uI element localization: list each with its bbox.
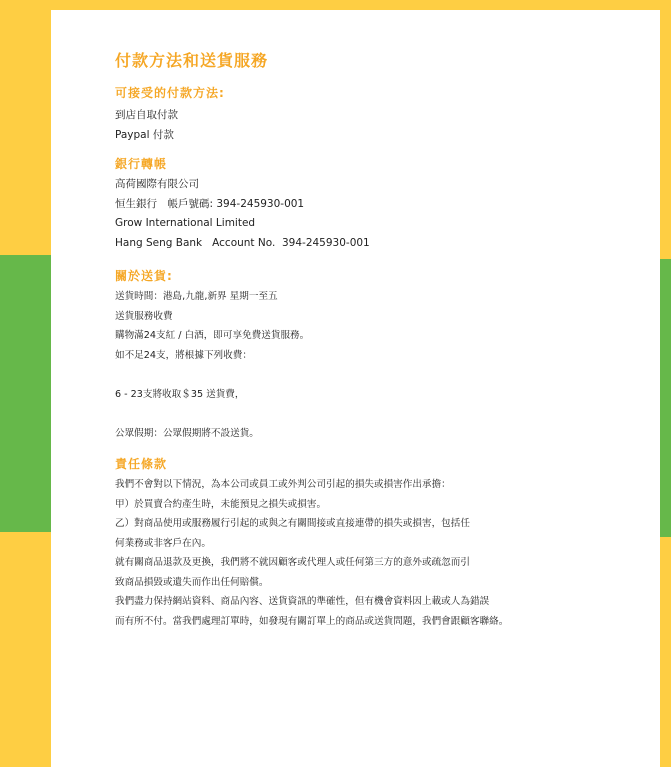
right-yellow-band (660, 0, 671, 259)
delivery-line (115, 365, 655, 385)
liability-line: 乙）對商品使用或服務履行引起的或與之有關間接或直接連帶的損失或損害，包括任 (115, 518, 470, 529)
page-title: 付款方法和送貨服務 (115, 51, 269, 70)
right-green-band (660, 259, 671, 537)
liability-line: 致商品損毀或遺失而作出任何賠償。 (115, 576, 269, 588)
left-yellow-band-bottom (0, 532, 51, 767)
bank-line: Grow International Limited (115, 217, 256, 229)
delivery-line: 送貨服務收費 (115, 310, 173, 322)
content-card (51, 10, 660, 767)
delivery-line: 送貨時間：港島,九龍,新界 星期一至五 (115, 291, 278, 302)
payment-method: Paypal 付款 (115, 128, 174, 141)
content-body (115, 50, 655, 631)
top-yellow-band (51, 0, 671, 10)
delivery-line: 6 - 23支將收取＄35 送貨費， (115, 388, 245, 400)
payment-heading: 可接受的付款方法: (115, 86, 225, 100)
liability-line: 何業務或非客戶在內。 (115, 537, 211, 549)
bank-heading: 銀行轉帳 (115, 157, 168, 171)
liability-heading: 責任條款 (115, 457, 168, 471)
liability-line: 甲）於買賣合約產生時，未能預見之損失或損害。 (115, 498, 327, 510)
delivery-heading: 關於送貨: (115, 269, 173, 283)
bank-line: 恒生銀行 帳戶號碼: 394-245930-001 (115, 197, 305, 210)
delivery-line (115, 404, 655, 424)
liability-line: 而有所不付。當我們處理訂單時，如發現有關訂單上的商品或送貨問題，我們會跟顧客聯絡。 (115, 615, 509, 627)
left-yellow-band (0, 0, 51, 255)
left-green-band (0, 255, 51, 532)
delivery-line: 公眾假期：公眾假期將不設送貨。 (115, 427, 259, 439)
liability-line: 我們不會對以下情況，為本公司或員工或外判公司引起的損失或損害作出承擔： (115, 479, 451, 490)
delivery-line: 購物滿24支紅 / 白酒，即可享免費送貨服務。 (115, 330, 310, 341)
liability-line: 就有關商品退款及更換，我們將不就因顧客或代理人或任何第三方的意外或疏忽而引 (115, 557, 470, 568)
liability-line: 我們盡力保持網站資料、商品內容、送貨資訊的準確性，但有機會資料因上載或人為錯誤 (115, 596, 490, 607)
payment-method: 到店自取付款 (115, 109, 178, 121)
bank-line: Hang Seng Bank Account No. 394-245930-001 (115, 236, 370, 249)
right-yellow-band-bottom (660, 537, 671, 767)
delivery-line: 如不足24支，將根據下列收費： (115, 349, 252, 361)
bank-line: 高荷國際有限公司 (115, 178, 199, 190)
